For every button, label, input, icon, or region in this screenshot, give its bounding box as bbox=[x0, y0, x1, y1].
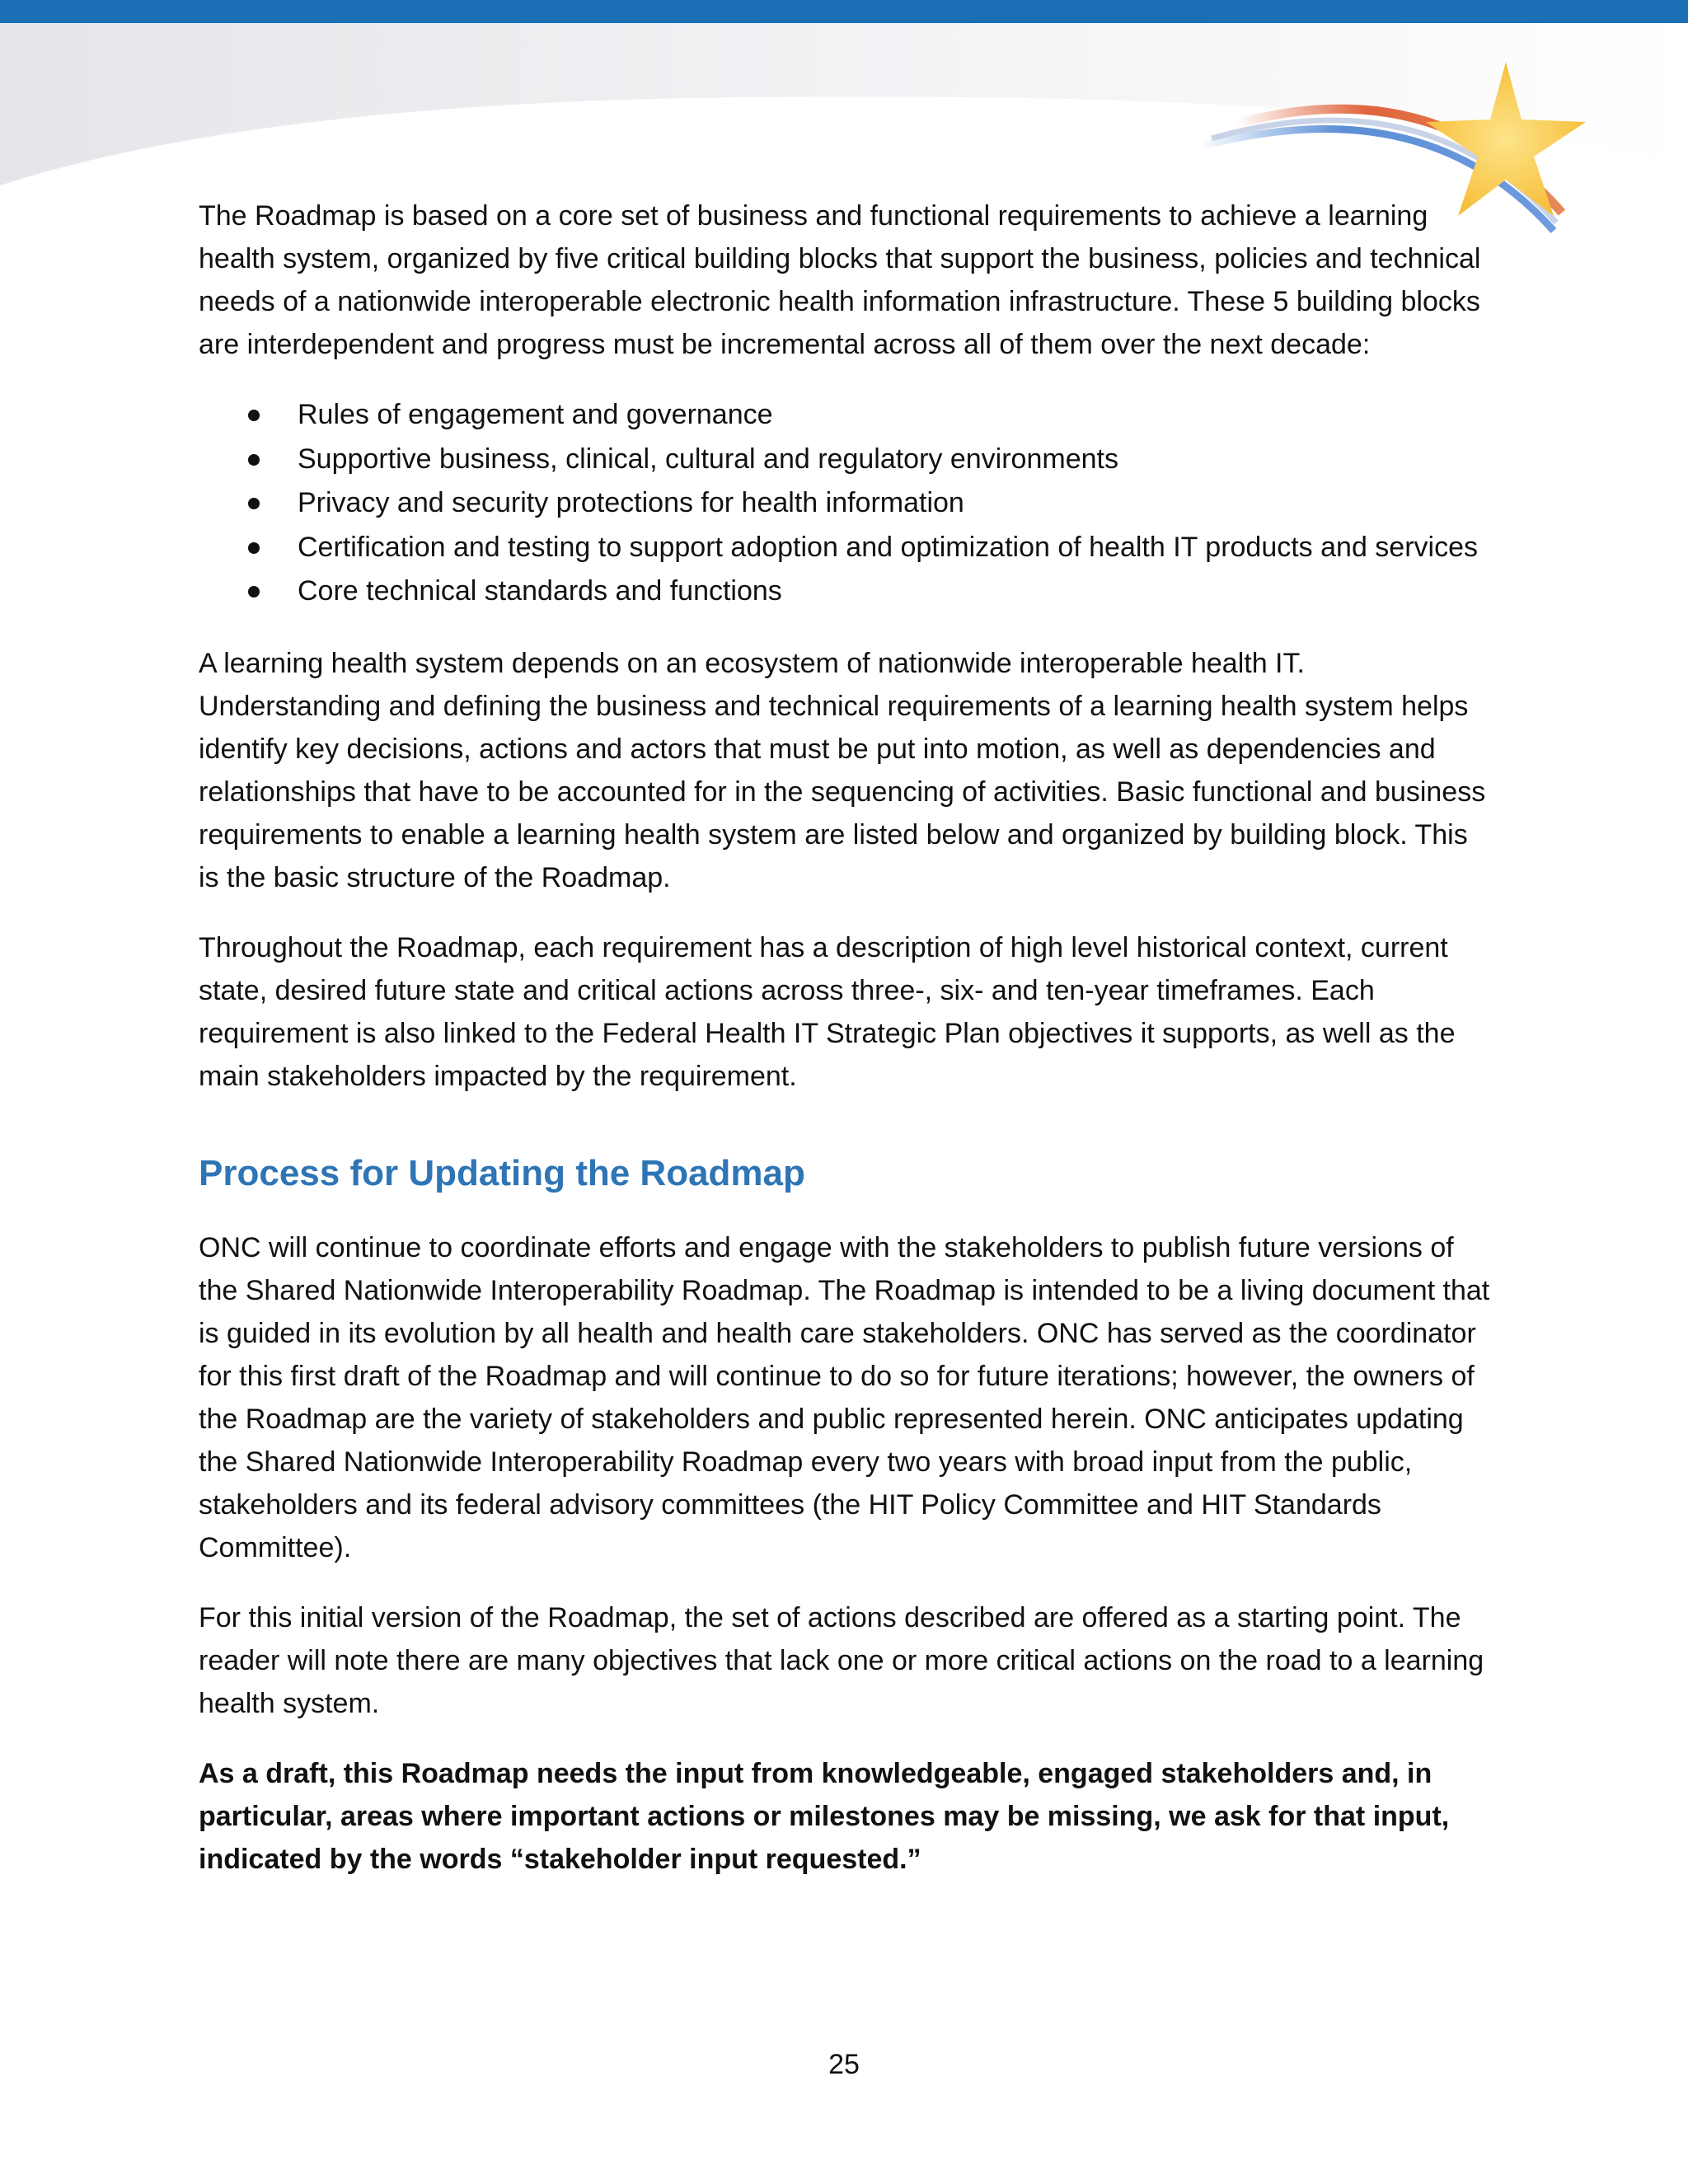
bullet-icon bbox=[248, 498, 260, 509]
bullet-icon bbox=[248, 454, 260, 466]
bullet-icon bbox=[248, 586, 260, 598]
page-number: 25 bbox=[828, 2049, 860, 2080]
list-item bbox=[199, 569, 1493, 614]
onc-paragraph: ONC will continue to coordinate efforts and engage with the stakeholders to publish future versions of the Shared Nationwide Interoperability Roadmap. The Roadmap is intended to be a living document that is guided in its evolution by all health and health care stakeholders. ONC has served as the coordinator for this first draft of the Roadmap and will continue to do so for future iterations; however, the owners of the Roadmap are the variety of stakeholders and public represented herein. ONC anticipates updating the Shared Nationwide Interoperability Roadmap every two years with broad input from the public, stakeholders and its federal advisory committees (the HIT Policy Committee and HIT Standards Committee). bbox=[199, 1231, 1490, 1563]
intro-paragraph: The Roadmap is based on a core set of business and functional requirements to achieve a learning health system, organized by five critical building blocks that support the business, policies and technical needs of a nationwide interoperable electronic health information infrastructure. These 5 building blocks are interdependent and progress must be incremental across all of them over the next decade: bbox=[199, 200, 1481, 360]
page-content bbox=[199, 194, 1493, 1908]
building-blocks-list bbox=[199, 393, 1493, 614]
list-item bbox=[199, 526, 1493, 570]
draft-request-paragraph: As a draft, this Roadmap needs the input from knowledgeable, engaged stakeholders and, in particular, areas where important actions or milestones may be missing, we ask for that input, indicated by the words “stakeholder input requested.” bbox=[199, 1757, 1450, 1875]
initial-version-paragraph: For this initial version of the Roadmap, the set of actions described are offered as a starting point. The reader will note there are many objectives that lack one or more critical actions on the road to a learning health system. bbox=[199, 1601, 1484, 1719]
list-item bbox=[199, 481, 1493, 526]
list-item-text: Core technical standards and functions bbox=[298, 575, 782, 607]
list-item-text: Rules of engagement and governance bbox=[298, 399, 773, 430]
list-item-text: Certification and testing to support adoption and optimization of health IT products and services bbox=[298, 531, 1479, 563]
grey-swoosh bbox=[0, 23, 1688, 185]
bullet-icon bbox=[248, 410, 260, 421]
learning-health-paragraph: A learning health system depends on an ecosystem of nationwide interoperable health IT. Understanding and defining the business and technical requirements of a learning health system helps identify key decisions, actions and actors that must be put into motion, as well as dependencies and relationships that have to be accounted for in the sequencing of activities. Basic functional and business requirements to enable a learning health system are listed below and organized by building block. This is the basic structure of the Roadmap. bbox=[199, 647, 1486, 893]
list-item bbox=[199, 438, 1493, 482]
list-item-text: Supportive business, clinical, cultural and regulatory environments bbox=[298, 443, 1118, 475]
list-item bbox=[199, 393, 1493, 438]
bullet-icon bbox=[248, 542, 260, 554]
section-heading: Process for Updating the Roadmap bbox=[199, 1152, 805, 1193]
requirements-paragraph: Throughout the Roadmap, each requirement has a description of high level historical context, current state, desired future state and critical actions across three-, six- and ten-year timeframes. Each requirement is also linked to the Federal Health IT Strategic Plan objectives it supports, as well as the main stakeholders impacted by the requirement. bbox=[199, 931, 1456, 1092]
list-item-text: Privacy and security protections for health information bbox=[298, 487, 964, 518]
